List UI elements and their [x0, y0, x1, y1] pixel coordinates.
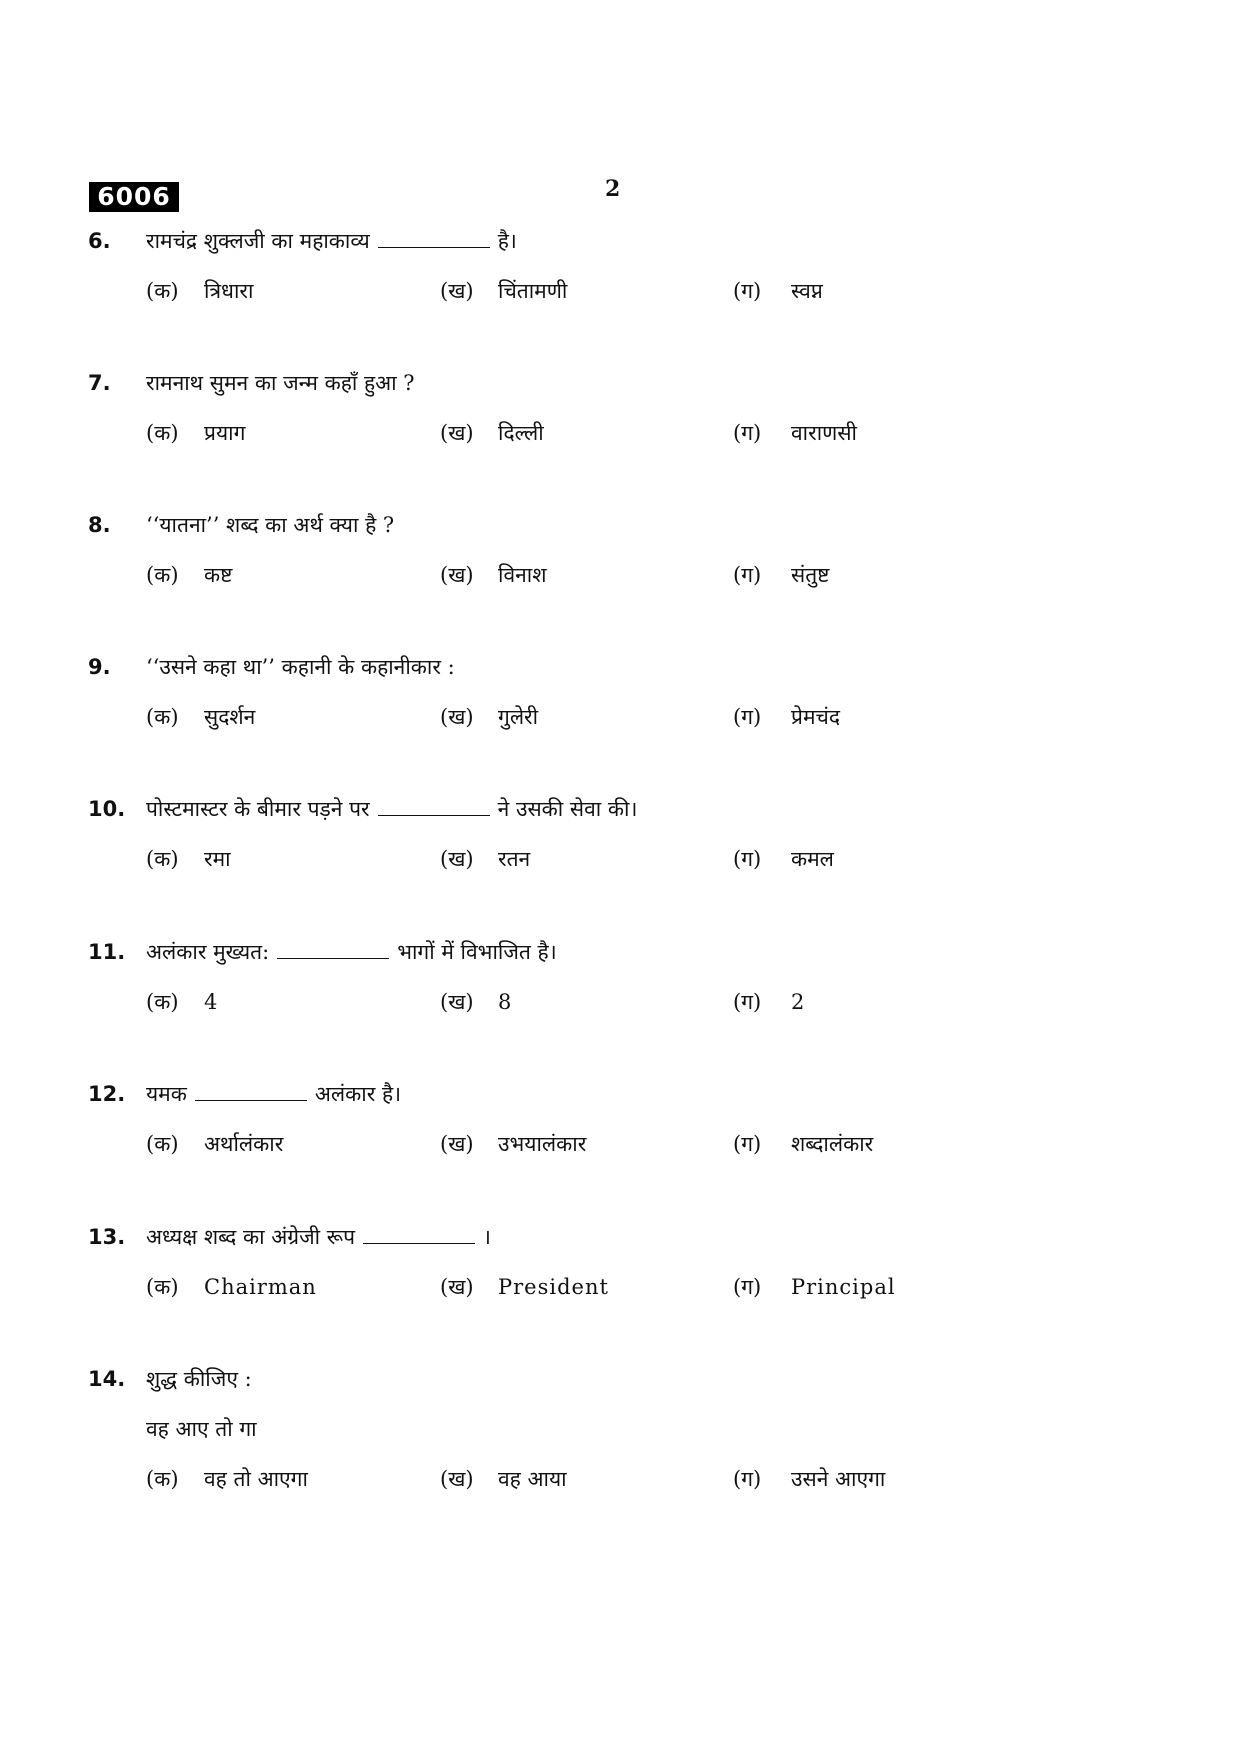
question-8	[0, 510, 1240, 640]
option-ga: (ग) वाराणसी	[733, 421, 857, 445]
option-ka: (क) कष्ट	[146, 563, 233, 587]
option-ga: (ग) स्वप्न	[733, 279, 823, 303]
option-kha: (ख) 8	[440, 990, 512, 1014]
question-text: अलंकार मुख्यत: भागों में विभाजित है।	[146, 940, 557, 964]
option-kha: (ख) वह आया	[440, 1467, 567, 1491]
option-ga: (ग) प्रेमचंद	[733, 705, 840, 729]
question-text: ‘‘उसने कहा था’’ कहानी के कहानीकार :	[146, 655, 455, 679]
question-10	[0, 794, 1240, 924]
option-kha: (ख) रतन	[440, 847, 531, 871]
sentence-to-correct: वह आए तो गा	[146, 1417, 257, 1441]
question-number: 6.	[88, 229, 111, 253]
option-ka: (क) सुदर्शन	[146, 705, 256, 729]
option-ga: (ग) संतुष्ट	[733, 563, 830, 587]
question-11	[0, 937, 1240, 1067]
question-9	[0, 652, 1240, 782]
question-text: पोस्टमास्टर के बीमार पड़ने पर ने उसकी सेवा की।	[146, 797, 638, 821]
question-number: 11.	[88, 940, 126, 964]
question-text: रामचंद्र शुक्लजी का महाकाव्य है।	[146, 229, 517, 253]
option-ga: (ग) Principal	[733, 1275, 896, 1299]
option-kha: (ख) उभयालंकार	[440, 1132, 587, 1156]
option-ka: (क) अर्थालंकार	[146, 1132, 284, 1156]
question-number: 9.	[88, 655, 111, 679]
option-ka: (क) त्रिधारा	[146, 279, 254, 303]
option-ka: (क) Chairman	[146, 1275, 317, 1299]
answer-blank	[363, 1223, 475, 1244]
question-number: 7.	[88, 371, 111, 395]
question-text: रामनाथ सुमन का जन्म कहाँ हुआ ?	[146, 371, 415, 395]
question-number: 8.	[88, 513, 111, 537]
option-ka: (क) 4	[146, 990, 218, 1014]
question-number: 14.	[88, 1367, 126, 1391]
answer-blank	[378, 227, 490, 248]
question-13	[0, 1222, 1240, 1352]
question-text: यमक अलंकार है।	[146, 1082, 402, 1106]
option-kha: (ख) चिंतामणी	[440, 279, 568, 303]
question-text: अध्यक्ष शब्द का अंग्रेजी रूप ।	[146, 1225, 491, 1249]
question-14	[0, 1364, 1240, 1534]
question-12	[0, 1079, 1240, 1209]
question-6	[0, 226, 1240, 356]
option-ka: (क) वह तो आएगा	[146, 1467, 308, 1491]
page-number: 2	[605, 176, 621, 202]
option-kha: (ख) दिल्ली	[440, 421, 544, 445]
option-ga: (ग) शब्दालंकार	[733, 1132, 874, 1156]
option-kha: (ख) विनाश	[440, 563, 547, 587]
answer-blank	[378, 795, 490, 816]
question-7	[0, 368, 1240, 498]
option-kha: (ख) गुलेरी	[440, 705, 539, 729]
option-ga: (ग) 2	[733, 990, 805, 1014]
question-text: शुद्ध कीजिए :	[146, 1367, 252, 1391]
question-number: 10.	[88, 797, 126, 821]
option-ka: (क) प्रयाग	[146, 421, 246, 445]
question-text: ‘‘यातना’’ शब्द का अर्थ क्या है ?	[146, 513, 395, 537]
question-number: 13.	[88, 1225, 126, 1249]
answer-blank	[195, 1080, 307, 1101]
option-ka: (क) रमा	[146, 847, 231, 871]
option-kha: (ख) President	[440, 1275, 609, 1299]
option-ga: (ग) कमल	[733, 847, 834, 871]
question-number: 12.	[88, 1082, 126, 1106]
option-ga: (ग) उसने आएगा	[733, 1467, 886, 1491]
paper-code-badge: 6006	[89, 182, 179, 212]
answer-blank	[277, 938, 389, 959]
